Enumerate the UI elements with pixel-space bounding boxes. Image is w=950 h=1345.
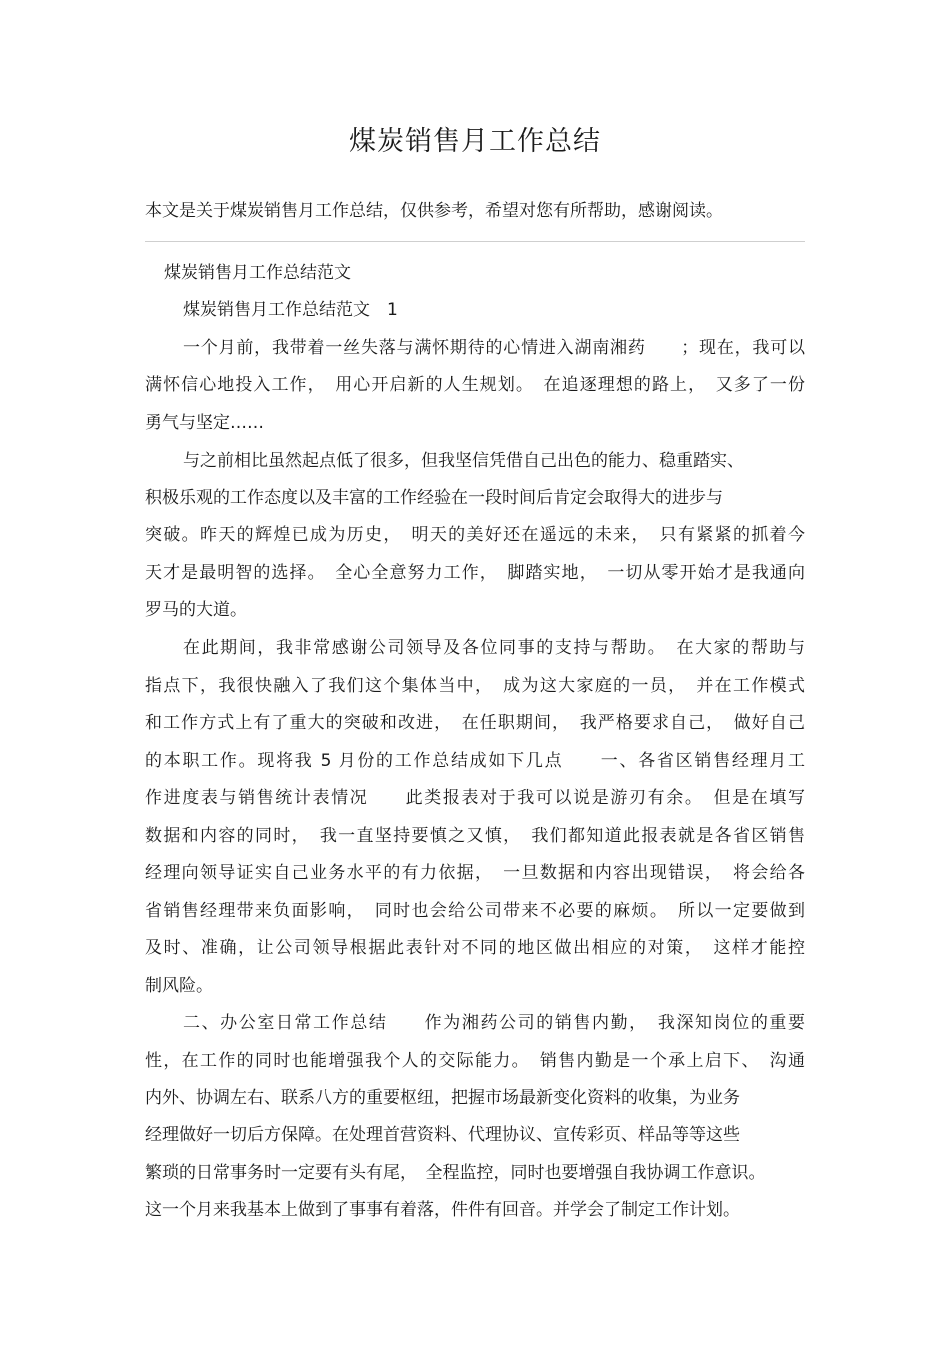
body-line: 与之前相比虽然起点低了很多，但我坚信凭借自己出色的能力、稳重踏实、 <box>183 451 744 471</box>
body-line: 和工作方式上有了重大的突破和改进， 在任职期间， 我严格要求自己， 做好自己 <box>145 713 805 733</box>
body-line: 指点下，我很快融入了我们这个集体当中， 成为这大家庭的一员， 并在工作模式 <box>145 676 805 696</box>
body-line: 在此期间，我非常感谢公司领导及各位同事的支持与帮助。 在大家的帮助与 <box>183 638 805 658</box>
body-line: 二、办公室日常工作总结 作为湘药公司的销售内勤， 我深知岗位的重要 <box>183 1013 805 1033</box>
document-title: 煤炭销售月工作总结 <box>349 126 601 157</box>
body-line: 突破。昨天的辉煌已成为历史， 明天的美好还在遥远的未来， 只有紧紧的抓着今 <box>145 525 805 545</box>
body-line: 繁琐的日常事务时一定要有头有尾， 全程监控，同时也要增强自我协调工作意识。 <box>145 1163 766 1183</box>
body-line: 满怀信心地投入工作， 用心开启新的人生规划。 在追逐理想的路上， 又多了一份 <box>145 375 805 395</box>
body-line: 内外、协调左右、联系八方的重要枢纽，把握市场最新变化资料的收集，为业务 <box>145 1088 740 1108</box>
divider <box>145 241 805 242</box>
body-line: 作进度表与销售统计表情况 此类报表对于我可以说是游刃有余。 但是在填写 <box>145 788 805 808</box>
body-line: 制风险。 <box>145 976 213 996</box>
body-line: 一个月前，我带着一丝失落与满怀期待的心情进入湖南湘药 ；现在，我可以 <box>183 338 805 358</box>
body-line: 经理向领导证实自己业务水平的有力依据， 一旦数据和内容出现错误， 将会给各 <box>145 863 805 883</box>
body-line: 及时、准确，让公司领导根据此表针对不同的地区做出相应的对策， 这样才能控 <box>145 938 805 958</box>
section-heading: 煤炭销售月工作总结范文 <box>164 263 351 283</box>
body-line: 天才是最明智的选择。 全心全意努力工作， 脚踏实地， 一切从零开始才是我通向 <box>145 563 805 583</box>
intro-text: 本文是关于煤炭销售月工作总结，仅供参考，希望对您有所帮助，感谢阅读。 <box>145 201 723 221</box>
body-line: 勇气与坚定…… <box>145 413 264 433</box>
body-line: 省销售经理带来负面影响， 同时也会给公司带来不必要的麻烦。 所以一定要做到 <box>145 901 805 921</box>
body-line: 的本职工作。现将我 5 月份的工作总结成如下几点 一、各省区销售经理月工 <box>145 751 805 771</box>
body-line: 性，在工作的同时也能增强我个人的交际能力。 销售内勤是一个承上启下、 沟通 <box>145 1051 805 1071</box>
body-line: 这一个月来我基本上做到了事事有着落，件件有回音。并学会了制定工作计划。 <box>145 1200 740 1220</box>
body-line: 罗马的大道。 <box>145 600 247 620</box>
body-line: 经理做好一切后方保障。在处理首营资料、代理协议、宣传彩页、样品等等这些 <box>145 1125 740 1145</box>
body-line: 数据和内容的同时， 我一直坚持要慎之又慎， 我们都知道此报表就是各省区销售 <box>145 826 805 846</box>
sub-heading: 煤炭销售月工作总结范文 1 <box>183 300 398 320</box>
body-line: 积极乐观的工作态度以及丰富的工作经验在一段时间后肯定会取得大的进步与 <box>145 488 723 508</box>
